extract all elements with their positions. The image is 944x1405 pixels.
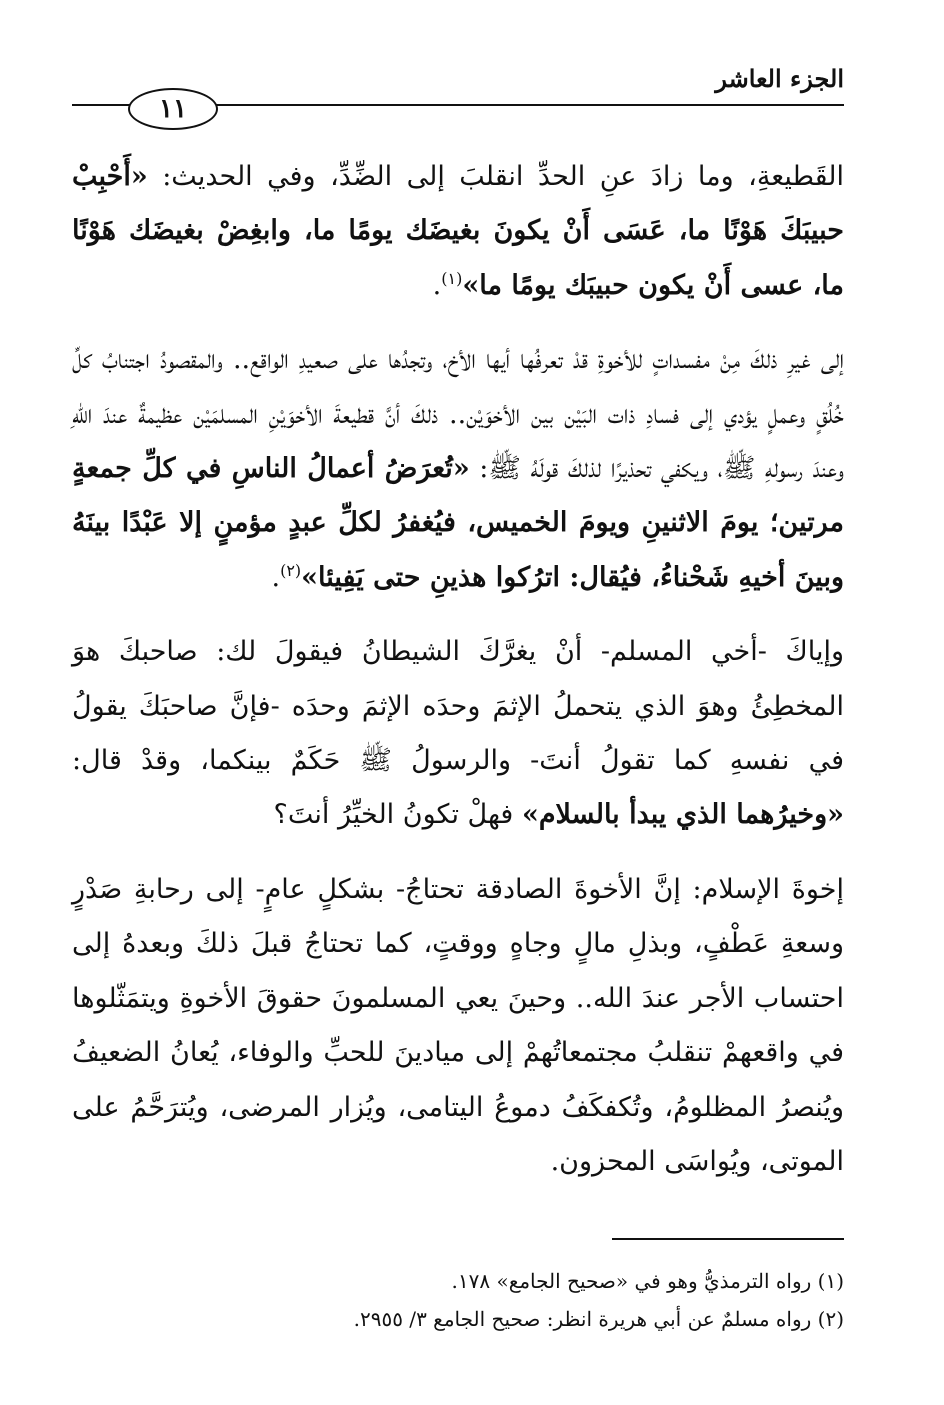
text-run: .	[271, 561, 281, 593]
footnote-1: (١) رواه الترمذيُّ وهو في «صحيح الجامع» ١٧٨.	[451, 1269, 844, 1293]
hadith-quote: «تُعرَضُ أعمالُ الناسِ في كلِّ جمعةٍ مرتين؛ يومَ الاثنينِ ويومَ الخميس، فيُغفرُ لكلِّ عبدٍ مؤمنٍ إلا عَبْدًا بينَهُ وبينَ أخيهِ شَحْناءُ، فيُقال: اترُكوا هذينِ حتى يَفِيئا»	[72, 453, 844, 593]
text-run: القَطيعةِ، وما زادَ عنِ الحدِّ انقلبَ إلى الضِّدِّ، وفي الحديث:	[147, 161, 844, 192]
hadith-quote: «أَحْبِبْ حبيبَكَ هَوْنًا ما، عَسَى أَنْ يكونَ بغيضَك يومًا ما، وابغِضْ بغيضَك هَوْنًا ما، عسى أَنْ يكون حبيبَك يومًا ما»	[72, 161, 844, 301]
text-run: إخوةَ الإسلام: إنَّ الأخوةَ الصادقة تحتاجُ- بشكلٍ عامٍ- إلى رحابةِ صَدْرٍ وسعةِ عَطْفٍ، وبذلِ مالٍ وجاهٍ ووقتٍ، كما تحتاجُ قبلَ ذلكَ وبعدهُ إلى احتساب الأجر عندَ الله.. وحينَ يعي المسلمونَ حقوقَ الأخوةِ ويتمَثّلوها في واقعهمْ تنقلبُ مجتمعاتُهمْ إلى ميادينَ للحبِّ والوفاء، يُعانُ الضعيفُ ويُنصرُ المظلومُ، وتُكفكَفُ دموعُ اليتامى، ويُزار المرضى، ويُترَحَّمُ على الموتى، ويُواسَى المحزون.	[72, 873, 844, 1177]
paragraph	[72, 150, 844, 313]
footnote-2: (٢) رواه مسلمٌ عن أبي هريرة انظر: صحيح الجامع ٣/ ٢٩٥٥.	[353, 1307, 844, 1331]
paragraph	[72, 333, 844, 605]
text-run: فهلْ تكونُ الخيِّرُ أنتَ؟	[273, 799, 522, 831]
text-run: إلى غيرِ ذلكَ مِنْ مفسداتٍ للأخوةِ قدْ تعرفُها أيها الأخ، وتجدُها على صعيدِ الواقع.. والمقصودُ اجتنابُ كلِّ خُلُقٍ وعملٍ يؤدي إلى فسادِ ذات البَيْن بين الأخوَيْن.. ذلكَ أنَّ قطيعةَ الأخوَيْنِ المسلمَيْن عظيمةٌ عندَ اللهِ وعندَ رسولهِ ﷺ، ويكفي تحذيرًا لذلكَ قولَهُ ﷺ:	[72, 344, 844, 485]
text-run: وإياكَ -أخي المسلم- أنْ يغرَّكَ الشيطانُ فيقولَ لك: صاحبكَ هوَ المخطِئُ وهوَ الذي يتحملُ الإثمَ وحدَه الإثمَ وحدَه -فإنَّ صاحبَكَ يقولُ في نفسهِ كما تقولُ أنتَ- والرسولُ ﷺ حَكَمٌ بينكما، وقدْ قال:	[72, 636, 844, 777]
footnote-ref: (٢)	[280, 560, 302, 580]
text-run: .	[432, 269, 442, 301]
running-header-title: الجزء العاشر	[715, 64, 844, 93]
page-number: ١١	[128, 88, 218, 130]
footnote-ref: (١)	[441, 268, 463, 288]
footnotes	[72, 1262, 844, 1338]
body-text	[72, 150, 844, 1209]
paragraph	[72, 863, 844, 1189]
footnote-divider	[612, 1238, 844, 1240]
paragraph	[72, 625, 844, 843]
hadith-quote: «وخيرُهما الذي يبدأ بالسلام»	[521, 799, 844, 831]
